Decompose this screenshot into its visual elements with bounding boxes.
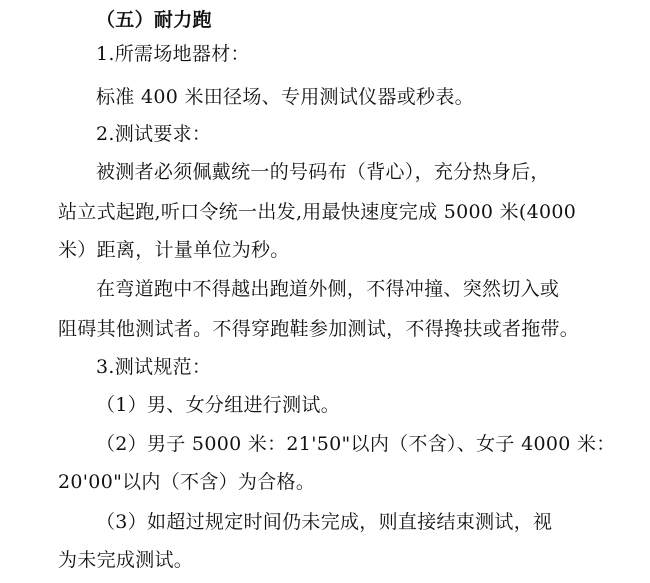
requirements-line: 站立式起跑,听口令统一出发,用最快速度完成 5000 米(4000 <box>58 201 577 223</box>
item-title-standards: 3.测试规范： <box>96 356 212 378</box>
requirements-line: 被测者必须佩戴统一的号码布（背心），充分热身后， <box>96 161 550 183</box>
standard-rule: （2）男子 5000 米：21'50"以内（不含）、女子 4000 米： <box>96 433 616 455</box>
standard-rule: （1）男、女分组进行测试。 <box>96 394 340 416</box>
section-heading: （五）耐力跑 <box>96 9 212 31</box>
item-title-requirements: 2.测试要求： <box>96 123 212 145</box>
equipment-text: 标准 400 米田径场、专用测试仪器或秒表。 <box>96 86 474 108</box>
standard-rule: 为未完成测试。 <box>58 549 194 571</box>
requirements-line: 在弯道跑中不得越出跑道外侧，不得冲撞、突然切入或 <box>96 278 560 300</box>
requirements-line: 米）距离，计量单位为秒。 <box>58 239 290 261</box>
item-title-equipment: 1.所需场地器材： <box>96 43 250 65</box>
requirements-line: 阻碍其他测试者。不得穿跑鞋参加测试，不得搀扶或者拖带。 <box>58 318 580 340</box>
standard-rule: （3）如超过规定时间仍未完成，则直接结束测试，视 <box>96 511 553 533</box>
standard-rule: 20'00"以内（不含）为合格。 <box>58 471 316 493</box>
